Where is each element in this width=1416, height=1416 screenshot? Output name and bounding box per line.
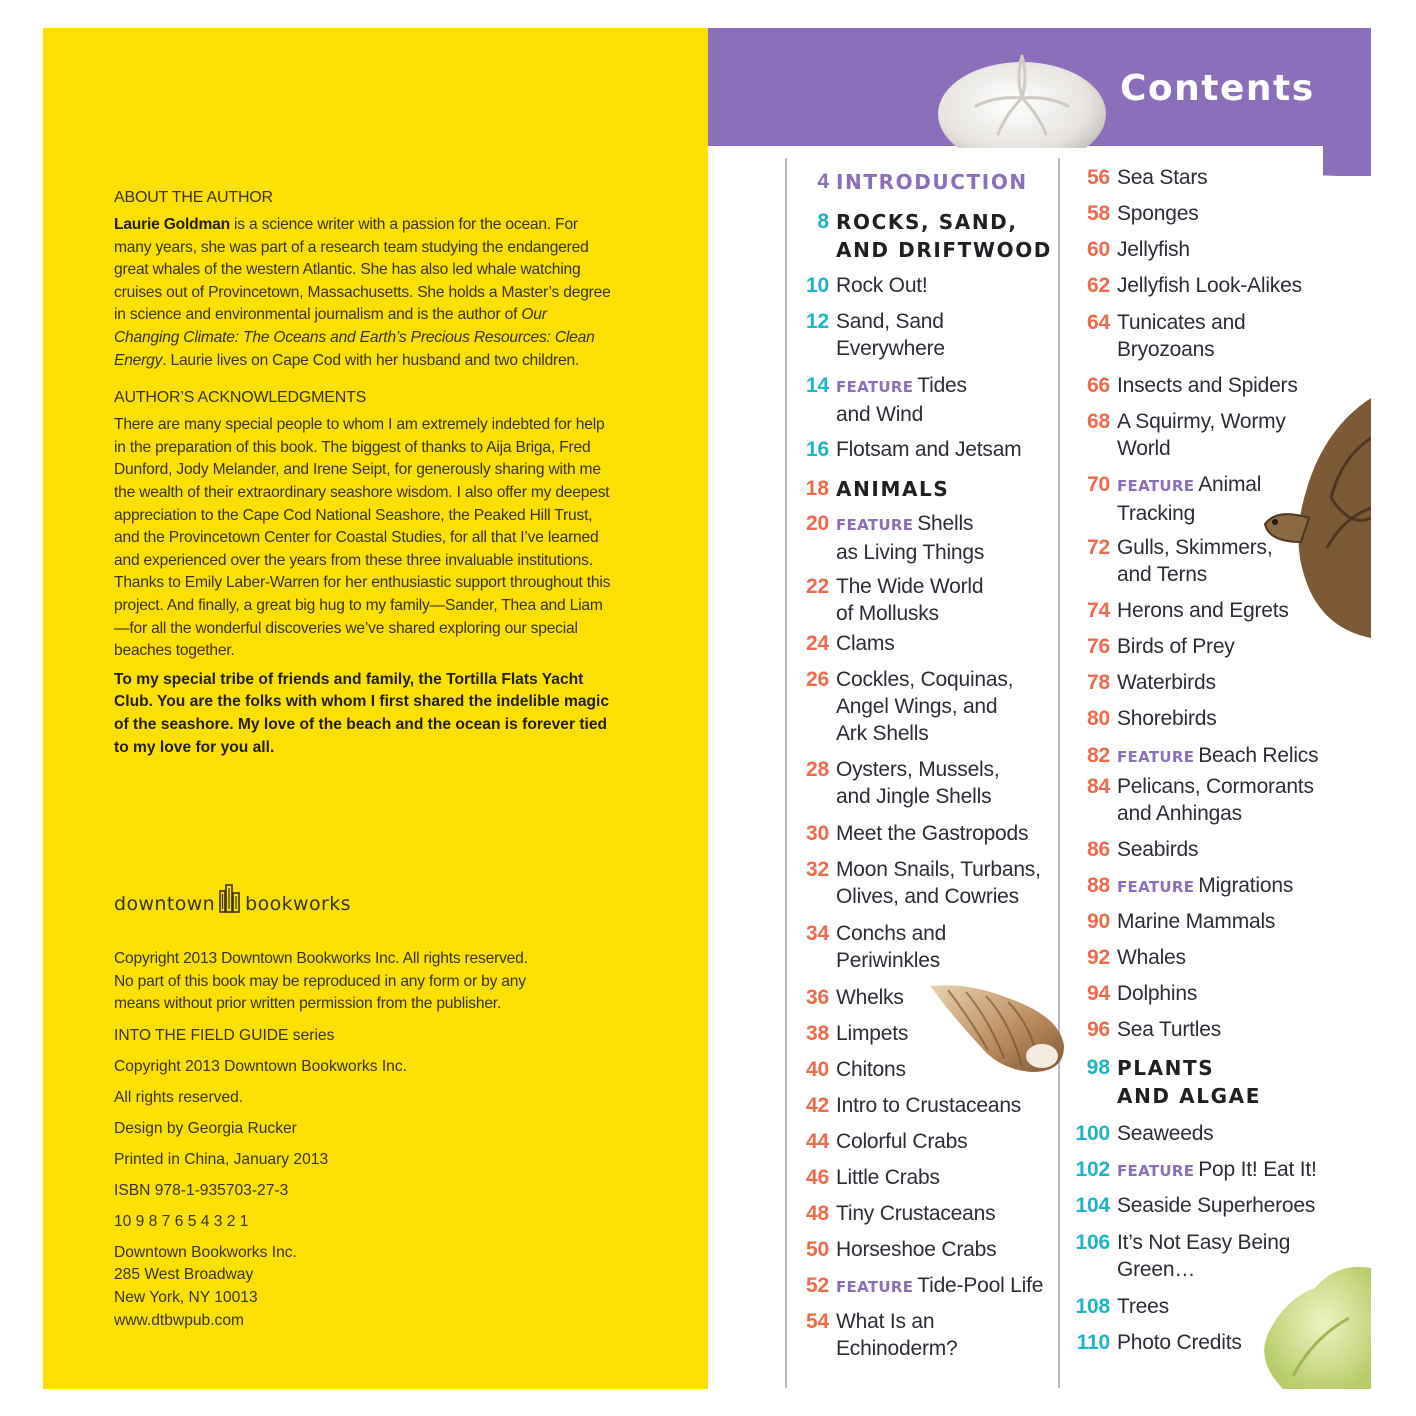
toc-page-number: 74	[1087, 599, 1110, 622]
toc-page-number: 36	[806, 986, 829, 1009]
toc-title-line: and Anhingas	[1117, 802, 1242, 825]
copyright-notice: Copyright 2013 Downtown Bookworks Inc. All rights reserved. No part of this book may be reproduced in any form or by any means without prior written permission from the publisher.	[114, 950, 528, 1013]
feature-label: FEATURE	[1117, 748, 1195, 766]
toc-page-number: 94	[1087, 982, 1110, 1005]
about-text: is a science writer with a passion for the ocean. For many years, she was part of a research team studying the endangered great whales of the western Atlantic. She has also led whale watching cruises out of Provincetown, Massachusetts. She holds a Master’s degree in science and environmental journalism and is the author of	[114, 216, 611, 324]
toc-page-number: 86	[1087, 838, 1110, 861]
toc-title-line: Jellyfish Look-Alikes	[1117, 274, 1302, 297]
toc-page-number: 54	[806, 1310, 829, 1333]
toc-title-line: Tide-Pool Life	[917, 1274, 1044, 1297]
toc-page-number: 38	[806, 1022, 829, 1045]
toc-title-line: ANIMALS	[836, 477, 950, 501]
toc-title-line: Rock Out!	[836, 274, 928, 297]
toc-title-line: AND DRIFTWOOD	[836, 238, 1052, 262]
toc-title-line: Seaweeds	[1117, 1122, 1214, 1145]
toc-page-number: 44	[806, 1130, 829, 1153]
toc-entry-title	[836, 666, 1013, 747]
toc-page-number: 70	[1087, 473, 1110, 496]
toc-entry[interactable]	[1087, 908, 1276, 935]
toc-title-line: A Squirmy, Wormy	[1117, 410, 1286, 433]
copyright-info	[114, 948, 534, 1332]
dedication: To my special tribe of friends and family, the Tortilla Flats Yacht Club. You are the folks with whom I first shared the indelible magic of the seashore. My love of the beach and the ocean is forever tied to my love for you all.	[114, 670, 610, 757]
toc-entry[interactable]	[1075, 1192, 1316, 1219]
toc-title-line: Tracking	[1117, 502, 1196, 525]
bookshelf-icon	[219, 883, 241, 913]
toc-entry[interactable]	[806, 756, 1000, 810]
toc-entry[interactable]	[806, 1020, 909, 1047]
toc-entry-title	[1117, 1016, 1221, 1043]
toc-entry[interactable]	[1087, 980, 1198, 1007]
toc-page-number: 62	[1087, 274, 1110, 297]
toc-title-line: Cockles, Coquinas,	[836, 668, 1014, 691]
toc-page-number: 18	[805, 477, 829, 500]
seaweed-icon	[1253, 1258, 1371, 1389]
logo-word-right: bookworks	[245, 893, 351, 915]
whelk-shell-icon	[928, 976, 1068, 1076]
toc-title-line: Sea Stars	[1117, 166, 1208, 189]
toc-entry[interactable]	[1087, 372, 1298, 399]
toc-title-line: Conchs and	[836, 922, 947, 945]
toc-entry[interactable]	[806, 856, 1041, 910]
toc-title-line: Animal	[1198, 473, 1262, 496]
publisher-address	[114, 1242, 534, 1332]
toc-page-number: 8	[817, 210, 829, 233]
toc-entry[interactable]	[1087, 944, 1186, 971]
toc-entry[interactable]	[1075, 1156, 1317, 1185]
toc-entry-title	[1117, 1329, 1242, 1356]
toc-entry-title	[1117, 1156, 1317, 1185]
toc-page-number: 42	[806, 1094, 829, 1117]
toc-entry[interactable]	[806, 1128, 968, 1155]
toc-page-number: 40	[806, 1058, 829, 1081]
toc-entry-title	[1117, 309, 1246, 363]
toc-page-number: 64	[1087, 311, 1110, 334]
toc-page-number: 48	[806, 1202, 829, 1225]
toc-entry-title	[836, 1020, 908, 1047]
toc-page-number: 108	[1075, 1295, 1110, 1318]
toc-entry-title	[836, 1200, 995, 1227]
toc-entry-title	[836, 510, 984, 566]
toc-entry[interactable]	[1086, 1054, 1261, 1110]
toc-page-number: 20	[806, 512, 829, 535]
toc-title-line: Gulls, Skimmers,	[1117, 536, 1273, 559]
toc-entry-title	[1117, 908, 1275, 935]
rights-line: All rights reserved.	[114, 1088, 244, 1106]
toc-entry-title	[1117, 236, 1190, 263]
toc-entry[interactable]	[806, 372, 967, 428]
toc-title-line: Ark Shells	[836, 722, 929, 745]
ack-paragraph: There are many special people to whom I am extremely indebted for help in the preparation of this book. The biggest of thanks to Aija Briga, Fred Dunford, Jody Melander, and Irene Seipt, for generously sharing with me the wealth of their extraordinary seashore wisdom. I also offer my deepest appreciation to the Cape Cod National Seashore, the Peaked Hill Trust, and the Provincetown Center for Coastal Studies, for all that I’ve learned and experienced over the years from these three invaluable institutions. Thanks to Emily Laber-Warren for her enthusiastic support throughout this project. And finally, a great big hug to my family—Sander, Thea and Liam—for all the wonderful discoveries we’ve shared exploring our special beaches together.	[114, 416, 611, 660]
toc-title-line: Trees	[1117, 1295, 1169, 1318]
toc-title-line: Horseshoe Crabs	[836, 1238, 997, 1261]
toc-entry-title	[1117, 471, 1261, 527]
toc-entry-title	[1117, 742, 1318, 771]
toc-page-number: 84	[1087, 775, 1110, 798]
toc-page-number: 68	[1087, 410, 1110, 433]
toc-entry[interactable]	[1087, 836, 1199, 863]
toc-entry-title	[1117, 872, 1293, 901]
toc-page-number: 24	[806, 632, 829, 655]
toc-page-number: 82	[1087, 744, 1110, 767]
toc-page-number: 30	[806, 822, 829, 845]
toc-title-line: Dolphins	[1117, 982, 1198, 1005]
toc-entry-title	[836, 208, 1052, 264]
toc-entry-title	[1117, 944, 1186, 971]
toc-page-number: 80	[1087, 707, 1110, 730]
feature-label: FEATURE	[836, 516, 914, 534]
toc-entry-title	[836, 756, 999, 810]
toc-entry-title	[836, 920, 946, 974]
book-title: Our Changing Climate: The Oceans and Earth’s Precious Resources: Clean Energy	[114, 306, 595, 369]
sand-dollar-icon	[936, 36, 1106, 148]
printing-line: 10 9 8 7 6 5 4 3 2 1	[114, 1212, 249, 1230]
toc-entry[interactable]	[1087, 309, 1246, 363]
toc-entry[interactable]	[806, 984, 904, 1011]
toc-entry-title	[1117, 1192, 1315, 1219]
toc-entry-title	[1117, 705, 1217, 732]
toc-entry-title	[1117, 200, 1199, 227]
toc-entry[interactable]	[817, 168, 1028, 196]
toc-title-line: Clams	[836, 632, 895, 655]
toc-page-number: 96	[1087, 1018, 1110, 1041]
toc-title-line: Periwinkles	[836, 949, 940, 972]
toc-entry-title	[1117, 633, 1235, 660]
toc-page-number: 60	[1087, 238, 1110, 261]
toc-title-line: Sea Turtles	[1117, 1018, 1222, 1041]
feature-label: FEATURE	[1117, 477, 1195, 495]
toc-entry-title	[836, 573, 983, 627]
toc-title-line: Colorful Crabs	[836, 1130, 968, 1153]
toc-title-line: Little Crabs	[836, 1166, 940, 1189]
toc-entry[interactable]	[1087, 633, 1235, 660]
toc-title-line: Sponges	[1117, 202, 1199, 225]
toc-entry[interactable]	[1087, 872, 1294, 901]
toc-entry-title	[836, 1272, 1043, 1301]
sea-turtle-icon	[1261, 398, 1371, 638]
toc-entry[interactable]	[1087, 236, 1190, 263]
toc-entry-title	[1117, 773, 1314, 827]
toc-title-line: Green…	[1117, 1258, 1196, 1281]
toc-entry[interactable]	[806, 630, 895, 657]
toc-page-number: 102	[1075, 1158, 1110, 1181]
toc-title-line: Photo Credits	[1117, 1331, 1242, 1354]
toc-entry-title	[836, 272, 928, 299]
copyright-line: Copyright 2013 Downtown Bookworks Inc.	[114, 1057, 407, 1075]
column-divider-left	[785, 158, 787, 1388]
toc-title-line: Sand, Sand	[836, 310, 944, 333]
toc-entry[interactable]	[1087, 773, 1314, 827]
toc-entry-title	[1117, 1054, 1261, 1110]
toc-page-number: 100	[1075, 1122, 1110, 1145]
toc-title-line: World	[1117, 437, 1171, 460]
toc-entry-title	[836, 630, 895, 657]
toc-entry[interactable]	[806, 1164, 940, 1191]
toc-entry[interactable]	[806, 308, 945, 362]
about-text-end: . Laurie lives on Cape Cod with her husband and two children.	[162, 351, 580, 369]
toc-title-line: Flotsam and Jetsam	[836, 438, 1022, 461]
toc-page-number: 78	[1087, 671, 1110, 694]
isbn-line: ISBN 978-1-935703-27-3	[114, 1181, 289, 1199]
toc-entry-title	[836, 168, 1028, 196]
toc-title-line: Jellyfish	[1117, 238, 1190, 261]
toc-title-line: and Terns	[1117, 563, 1208, 586]
toc-entry[interactable]	[806, 1092, 1022, 1119]
website-link[interactable]: www.dtbwpub.com	[114, 1311, 245, 1329]
toc-entry-title	[836, 820, 1028, 847]
toc-title-line: Everywhere	[836, 337, 945, 360]
toc-entry-title	[836, 308, 945, 362]
about-heading: ABOUT THE AUTHOR	[114, 189, 273, 206]
toc-entry[interactable]	[1087, 272, 1302, 299]
feature-label: FEATURE	[836, 378, 914, 396]
toc-entry[interactable]	[806, 436, 1022, 463]
toc-title-line: and Wind	[836, 403, 924, 426]
toc-page-number: 90	[1087, 910, 1110, 933]
toc-entry-title	[836, 475, 949, 503]
feature-label: FEATURE	[1117, 1162, 1195, 1180]
toc-title-line: Angel Wings, and	[836, 695, 998, 718]
toc-page-number: 76	[1087, 635, 1110, 658]
design-credit: Design by Georgia Rucker	[114, 1119, 297, 1137]
toc-entry[interactable]	[1087, 669, 1216, 696]
toc-page-number: 28	[806, 758, 829, 781]
toc-title-line: Tides	[917, 374, 967, 397]
about-paragraph	[114, 214, 614, 372]
toc-title-line: Meet the Gastropods	[836, 822, 1029, 845]
toc-entry[interactable]	[806, 1236, 997, 1263]
toc-entry[interactable]	[1087, 164, 1208, 191]
toc-title-line: as Living Things	[836, 541, 985, 564]
toc-entry[interactable]	[806, 820, 1029, 847]
toc-entry[interactable]	[806, 573, 984, 627]
toc-page-number: 98	[1086, 1056, 1110, 1079]
toc-entry-title	[1117, 272, 1302, 299]
toc-title-line: Whales	[1117, 946, 1186, 969]
toc-title-line: Seabirds	[1117, 838, 1199, 861]
toc-title-line: Beach Relics	[1198, 744, 1319, 767]
address-line-2: 285 West Broadway	[114, 1266, 254, 1284]
toc-title-line: AND ALGAE	[1117, 1084, 1261, 1108]
toc-entry-title	[836, 372, 967, 428]
toc-entry[interactable]	[805, 475, 950, 503]
toc-entry-title	[1117, 372, 1298, 399]
series-name: INTO THE FIELD GUIDE series	[114, 1026, 335, 1044]
toc-page-number: 106	[1075, 1231, 1110, 1254]
toc-page-number: 104	[1075, 1194, 1110, 1217]
toc-entry[interactable]	[1087, 705, 1217, 732]
toc-entry-title	[836, 1092, 1021, 1119]
toc-entry[interactable]	[1075, 1120, 1214, 1147]
toc-page-number: 34	[806, 922, 829, 945]
toc-title-line: Birds of Prey	[1117, 635, 1235, 658]
publisher-logo	[114, 883, 351, 915]
toc-title-line: Whelks	[836, 986, 904, 1009]
toc-title-line: Pop It! Eat It!	[1198, 1158, 1317, 1181]
toc-title-line: What Is an	[836, 1310, 935, 1333]
left-page	[43, 28, 708, 1389]
toc-page-number: 88	[1087, 874, 1110, 897]
toc-entry[interactable]	[806, 1272, 1044, 1301]
toc-title-line: Shorebirds	[1117, 707, 1217, 730]
toc-entry[interactable]	[1075, 1293, 1169, 1320]
toc-title-line: Oysters, Mussels,	[836, 758, 1000, 781]
toc-page-number: 66	[1087, 374, 1110, 397]
toc-title-line: PLANTS	[1117, 1056, 1215, 1080]
right-page	[708, 28, 1371, 1389]
toc-page-number: 22	[806, 575, 829, 598]
toc-title-line: Shells	[917, 512, 974, 535]
toc-entry-title	[836, 1056, 906, 1083]
address-line-1: Downtown Bookworks Inc.	[114, 1243, 297, 1261]
toc-entry[interactable]	[806, 1056, 906, 1083]
toc-page-number: 14	[806, 374, 829, 397]
toc-entry-title	[1117, 836, 1198, 863]
feature-label: FEATURE	[1117, 878, 1195, 896]
toc-entry-title	[836, 984, 904, 1011]
toc-title-line: ROCKS, SAND,	[836, 210, 1018, 234]
toc-title-line: Waterbirds	[1117, 671, 1216, 694]
column-divider-right	[1058, 158, 1060, 1388]
toc-entry-title	[1117, 1293, 1169, 1320]
toc-title-line: Chitons	[836, 1058, 906, 1081]
toc-entry-title	[1117, 534, 1272, 588]
toc-title-line: Bryozoans	[1117, 338, 1215, 361]
toc-page-number: 110	[1076, 1331, 1110, 1354]
toc-page-number: 56	[1087, 166, 1110, 189]
toc-title-line: Insects and Spiders	[1117, 374, 1298, 397]
toc-title-line: Moon Snails, Turbans,	[836, 858, 1041, 881]
toc-entry[interactable]	[806, 1308, 958, 1362]
toc-entry-title	[836, 1128, 967, 1155]
toc-entry-title	[836, 436, 1021, 463]
toc-page-number: 50	[806, 1238, 829, 1261]
toc-entry[interactable]	[1087, 471, 1262, 527]
toc-title-line: Migrations	[1198, 874, 1294, 897]
toc-entry-title	[1117, 164, 1207, 191]
toc-entry-title	[836, 856, 1041, 910]
feature-label: FEATURE	[836, 1278, 914, 1296]
toc-entry-title	[1117, 1120, 1213, 1147]
toc-title-line: Intro to Crustaceans	[836, 1094, 1022, 1117]
toc-page-number: 10	[806, 274, 829, 297]
toc-entry[interactable]	[817, 208, 1052, 264]
toc-entry[interactable]	[1087, 742, 1319, 771]
author-info	[114, 188, 614, 760]
toc-entry[interactable]	[1087, 1016, 1222, 1043]
page-title: Contents	[1120, 68, 1315, 109]
toc-title-line: Tunicates and	[1117, 311, 1246, 334]
toc-entry-title	[1117, 669, 1216, 696]
toc-title-line: Seaside Superheroes	[1117, 1194, 1316, 1217]
toc-entry[interactable]	[1087, 200, 1199, 227]
toc-entry[interactable]	[806, 666, 1014, 747]
toc-page-number: 12	[806, 310, 829, 333]
toc-entry[interactable]	[806, 510, 985, 566]
contents-banner	[708, 28, 1371, 146]
toc-title-line: of Mollusks	[836, 602, 939, 625]
toc-entry[interactable]	[1087, 534, 1273, 588]
ack-heading: AUTHOR’S ACKNOWLEDGMENTS	[114, 389, 367, 407]
toc-page-number: 72	[1087, 536, 1110, 559]
toc-entry-title	[836, 1308, 958, 1362]
toc-title-line: Pelicans, Cormorants	[1117, 775, 1314, 798]
logo-word-left: downtown	[114, 893, 216, 915]
printed-line: Printed in China, January 2013	[114, 1150, 329, 1168]
toc-title-line: Limpets	[836, 1022, 909, 1045]
toc-entry[interactable]	[806, 272, 928, 299]
toc-title-line: The Wide World	[836, 575, 984, 598]
toc-page-number: 46	[806, 1166, 829, 1189]
toc-page-number: 92	[1087, 946, 1110, 969]
toc-page-number: 16	[806, 438, 829, 461]
toc-title-line: Echinoderm?	[836, 1337, 958, 1360]
toc-entry-title	[836, 1164, 940, 1191]
toc-entry[interactable]	[806, 1200, 996, 1227]
toc-page-number: 26	[806, 668, 829, 691]
toc-title-line: Marine Mammals	[1117, 910, 1276, 933]
author-name: Laurie Goldman	[114, 216, 230, 233]
toc-entry-title	[1117, 980, 1197, 1007]
toc-entry[interactable]	[1076, 1329, 1242, 1356]
toc-page-number: 58	[1087, 202, 1110, 225]
toc-title-line: INTRODUCTION	[836, 170, 1028, 194]
toc-title-line: and Jingle Shells	[836, 785, 992, 808]
toc-title-line: It’s Not Easy Being	[1117, 1231, 1291, 1254]
address-line-3: New York, NY 10013	[114, 1288, 258, 1306]
toc-page-number: 4	[817, 170, 829, 193]
toc-page-number: 32	[806, 858, 829, 881]
toc-entry-title	[836, 1236, 996, 1263]
toc-title-line: Herons and Egrets	[1117, 599, 1289, 622]
toc-title-line: Olives, and Cowries	[836, 885, 1019, 908]
toc-entry[interactable]	[806, 920, 947, 974]
toc-page-number: 52	[806, 1274, 829, 1297]
toc-title-line: Tiny Crustaceans	[836, 1202, 996, 1225]
